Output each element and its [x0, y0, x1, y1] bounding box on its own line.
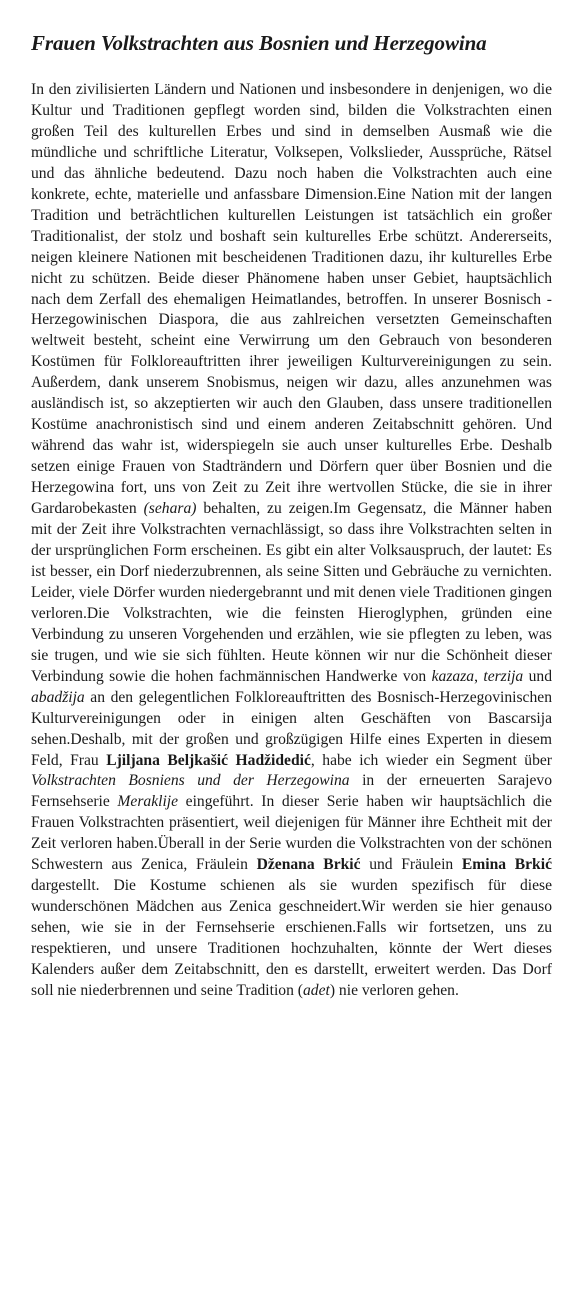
italic-term: Volkstrachten Bosniens und der Herzegowina: [31, 772, 350, 790]
body-text-run: , habe ich wieder ein Segment über: [310, 751, 552, 769]
body-text-run: an den gelegentlichen Folkloreauftritten des Bosnisch-Herzegovinischen Kulturvereinigungen oder in einigen alten Geschäften von Bascarsija sehen.Deshalb, mit der großen und großzügigen Hilfe eines Experten in diesem Feld, Frau: [31, 688, 552, 769]
body-text-run: ) nie verloren gehen.: [329, 981, 459, 999]
italic-term: adet: [302, 981, 330, 999]
person-name: Dženana Brkić: [256, 856, 361, 874]
body-text-run: dargestellt. Die Kostume schienen als sie wurden spezifisch für diese wunderschönen Mädchen aus Zenica geschneidert.Wir werden sie hier genauso sehen, wie sie in der Fernsehserie erschienen.Falls wir fortsetzen, uns zu respektieren, und unsere Traditionen hochzuhalten, könnte der Wert dieses Kalenders außer dem Zeitabschnitt, den es darstellt, erweitert werden. Das Dorf soll nie niederbrennen und seine Tradition (: [31, 877, 552, 999]
body-text-run: in der erneuerten Sarajevo Fernsehserie: [31, 772, 553, 811]
italic-term: Meraklije: [117, 793, 179, 811]
person-name: Emina Brkić: [461, 856, 552, 874]
italic-term: abadžija: [31, 688, 85, 706]
italic-term: terzija: [483, 667, 524, 685]
article-title: Frauen Volkstrachten aus Bosnien und Herzegowina: [31, 31, 487, 55]
body-text-run: ,: [474, 667, 484, 685]
italic-term: kazaza: [431, 667, 475, 685]
person-name: Ljiljana Beljkašić Hadžidedić: [106, 751, 311, 769]
body-text-run: In den zivilisierten Ländern und Nationen und insbesondere in denjenigen, wo die Kultur und Traditionen gepflegt worden sind, bilden die Volkstrachten einen großen Teil des kulturellen Erbes und sind in demselben Ausmaß wie die mündliche und schriftliche Literatur, Volksepen, Volkslieder, Aussprüche, Rätsel und das ähnliche bedeutend. Dazu noch haben die Volkstrachten auch eine konkrete, echte, materielle und anfassbare Dimension.Eine Nation mit der langen Tradition und beträchtlichen kulturellen Leistungen ist tatsächlich ein großer Traditionalist, der stolz und boshaft sein kulturelles Erbe schützt. Andererseits, neigen kleinere Nationen mit bescheidenen Traditionen dazu, ihr kulturelles Erbe nicht zu schützen. Beide dieser Phänomene haben unser Gebiet, hauptsächlich nach dem Zerfall des ehemaligen Heimatlandes, betroffen. In unserer Bosnisch - Herzegowinischen Diaspora, die aus zahlreichen versetzten Gemeinschaften weltweit besteht, scheint eine Verwirrung um den Gebrauch von besonderen Kostümen für Folkloreauftritten ihrer jeweiligen Kulturvereinigungen zu sein. Außerdem, dank unserem Snobismus, neigen wir dazu, alles anzunehmen was ausländisch ist, so akzeptierten wir auch den Glauben, dass unsere traditionellen Kostüme anachronistisch sind und einem anderen Zeitabschnitt gehören. Und während das wahr ist, widerspiegeln sie auch unser kulturelles Erbe. Deshalb setzen einige Frauen von Stadträndern und Dörfern quer über Bosnien und die Herzegowina fort, uns von Zeit zu Zeit ihre wertvollen Stücke, die sie in ihrer Gardarobekasten: [31, 81, 552, 518]
body-text-run: und Fräulein: [360, 856, 462, 874]
body-text-run: behalten, zu zeigen.Im Gegensatz, die Männer haben mit der Zeit ihre Volkstrachten vernachlässigt, so dass ihre Volkstrachten selten in der ursprünglichen Form erscheinen. Es gibt ein alter Volksauspruch, der lautet: Es ist besser, ein Dorf niederzubrennen, als seine Sitten und Gebräuche zu vernichten. Leider, viele Dörfer wurden niedergebrannt und mit denen viele Traditionen gingen verloren.Die Volkstrachten, wie die feinsten Hieroglyphen, gründen eine Verbindung zu unseren Vorgehenden und erzählen, wie sie pflegten zu leben, was sie trugen, und wie sie sich fühlten. Heute können wir nur die Schönheit dieser Verbindung sowie die hohen fachmännischen Handwerke von: [31, 500, 552, 685]
article-body: [31, 80, 552, 1002]
body-text-run: eingeführt. In dieser Serie haben wir hauptsächlich die Frauen Volkstrachten präsentiert, weil diejenigen für Männer ihre Echtheit mit der Zeit verloren haben.Überall in der Serie wurden die Volkstrachten von der schönen Schwestern aus Zenica, Fräulein: [31, 793, 552, 874]
body-text-run: und: [523, 667, 552, 685]
italic-term: (sehara): [143, 500, 197, 518]
